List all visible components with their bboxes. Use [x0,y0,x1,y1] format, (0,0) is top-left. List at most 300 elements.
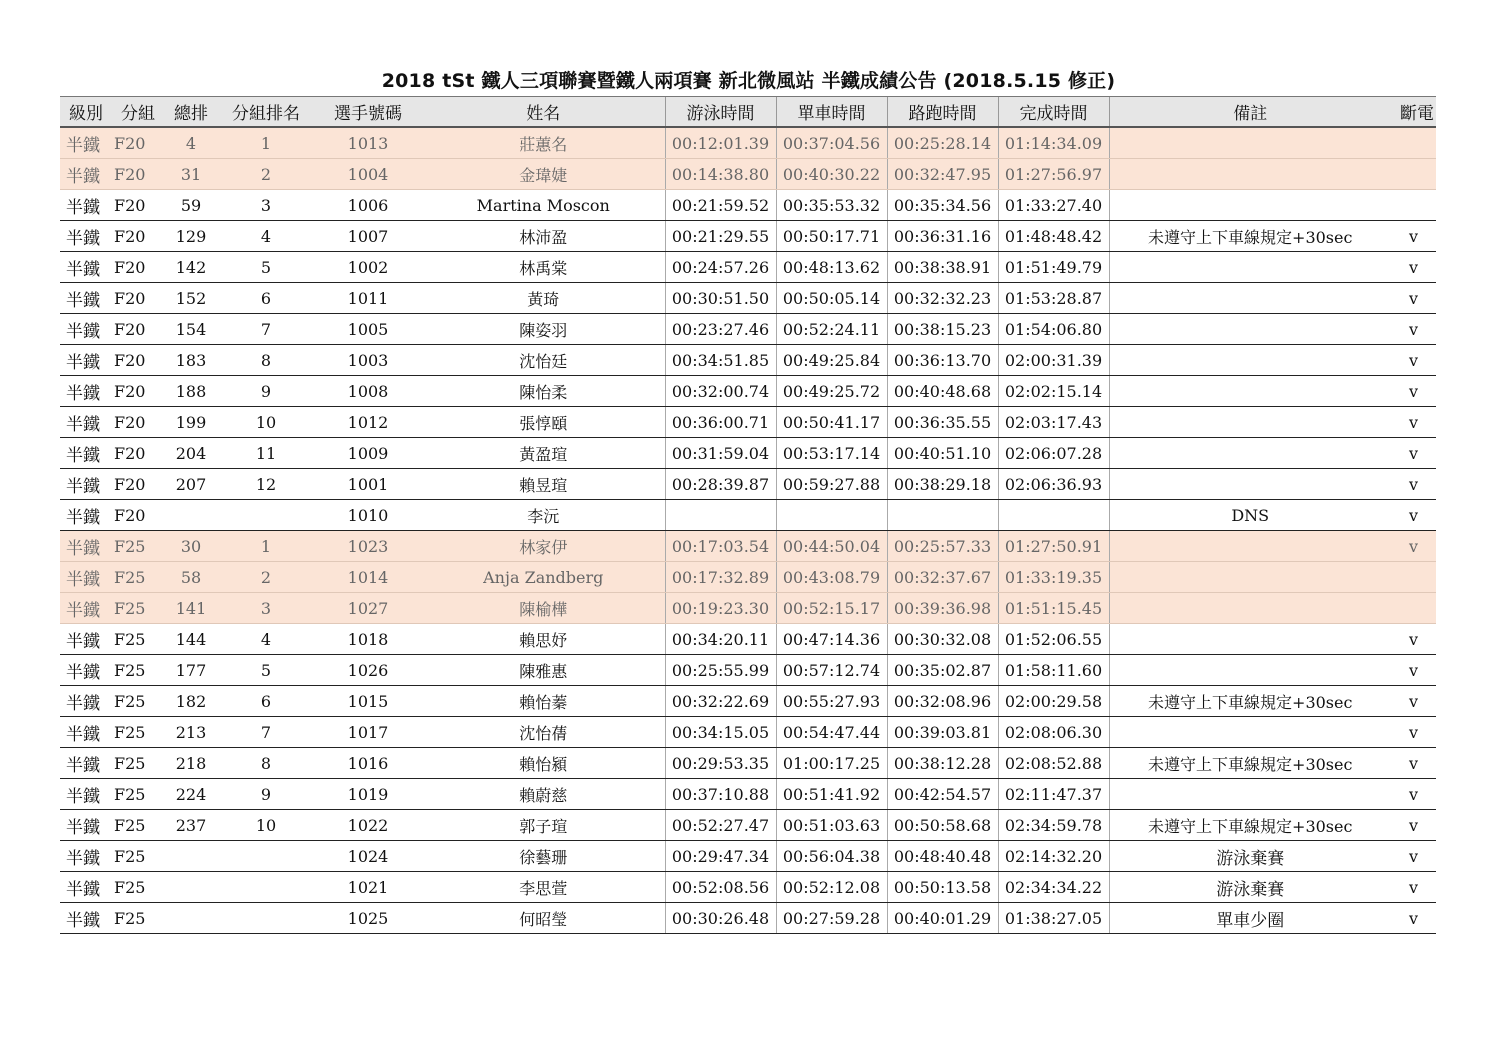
cell-group: F25 [112,841,164,872]
cell-bib: 1010 [314,500,422,531]
header-bike: 單車時間 [776,97,887,128]
cell-run: 00:25:28.14 [887,127,998,159]
cell-run: 00:32:47.95 [887,159,998,190]
cell-bib: 1004 [314,159,422,190]
cell-swim: 00:34:15.05 [665,717,776,748]
cell-overall: 4 [164,127,218,159]
cell-swim: 00:52:08.56 [665,872,776,903]
cell-swim: 00:30:51.50 [665,283,776,314]
table-row [60,593,1436,624]
cell-bike: 00:59:27.88 [776,469,887,500]
cell-overall: 59 [164,190,218,221]
cell-name: Anja Zandberg [422,562,665,593]
cell-swim: 00:32:22.69 [665,686,776,717]
cell-bike: 00:49:25.84 [776,345,887,376]
cell-group-rank: 9 [218,376,314,407]
cell-finish: 02:06:07.28 [998,438,1109,469]
cell-swim: 00:37:10.88 [665,779,776,810]
cell-bike: 00:50:41.17 [776,407,887,438]
cell-group: F20 [112,469,164,500]
cell-group-rank: 2 [218,562,314,593]
table-row [60,190,1436,221]
cell-run: 00:35:02.87 [887,655,998,686]
cell-dc [1391,593,1436,624]
cell-dc: v [1391,903,1436,934]
cell-remark [1109,717,1391,748]
cell-remark [1109,345,1391,376]
cell-group-rank: 10 [218,810,314,841]
cell-swim: 00:30:26.48 [665,903,776,934]
cell-remark [1109,624,1391,655]
cell-dc: v [1391,221,1436,252]
cell-run: 00:38:12.28 [887,748,998,779]
cell-name: 賴怡蓁 [422,686,665,717]
cell-bib: 1003 [314,345,422,376]
cell-bib: 1022 [314,810,422,841]
table-row [60,562,1436,593]
header-level: 級別 [60,97,112,128]
cell-level: 半鐵 [60,903,112,934]
cell-run: 00:48:40.48 [887,841,998,872]
cell-bib: 1026 [314,655,422,686]
cell-overall: 30 [164,531,218,562]
cell-finish: 01:51:15.45 [998,593,1109,624]
cell-swim: 00:23:27.46 [665,314,776,345]
cell-dc: v [1391,686,1436,717]
cell-bib: 1014 [314,562,422,593]
cell-bike: 00:50:05.14 [776,283,887,314]
table-row [60,376,1436,407]
cell-overall: 129 [164,221,218,252]
cell-dc [1391,127,1436,159]
cell-group-rank: 5 [218,252,314,283]
cell-bike: 00:47:14.36 [776,624,887,655]
cell-group: F20 [112,190,164,221]
cell-group: F20 [112,283,164,314]
cell-overall: 204 [164,438,218,469]
cell-overall: 207 [164,469,218,500]
cell-dc [1391,190,1436,221]
cell-level: 半鐵 [60,314,112,345]
cell-bike: 00:52:15.17 [776,593,887,624]
table-row [60,407,1436,438]
cell-name: 陳榆樺 [422,593,665,624]
cell-level: 半鐵 [60,376,112,407]
cell-swim: 00:36:00.71 [665,407,776,438]
cell-bike: 00:49:25.72 [776,376,887,407]
cell-finish: 01:33:27.40 [998,190,1109,221]
cell-dc [1391,562,1436,593]
cell-run: 00:40:51.10 [887,438,998,469]
cell-level: 半鐵 [60,655,112,686]
cell-group-rank [218,841,314,872]
cell-dc: v [1391,314,1436,345]
cell-level: 半鐵 [60,159,112,190]
header-overall: 總排 [164,97,218,128]
cell-run: 00:40:01.29 [887,903,998,934]
cell-finish: 02:34:59.78 [998,810,1109,841]
table-row [60,655,1436,686]
cell-group-rank [218,872,314,903]
cell-run: 00:36:13.70 [887,345,998,376]
cell-group: F25 [112,810,164,841]
header-finish: 完成時間 [998,97,1109,128]
cell-run: 00:38:29.18 [887,469,998,500]
header-dc: 斷電 [1391,97,1436,128]
cell-group-rank: 8 [218,345,314,376]
cell-group-rank: 4 [218,624,314,655]
cell-name: 沈怡廷 [422,345,665,376]
cell-run: 00:50:13.58 [887,872,998,903]
cell-run: 00:32:08.96 [887,686,998,717]
cell-level: 半鐵 [60,686,112,717]
cell-bib: 1027 [314,593,422,624]
cell-name: 黃琦 [422,283,665,314]
cell-dc: v [1391,283,1436,314]
cell-bike: 00:52:24.11 [776,314,887,345]
cell-overall: 141 [164,593,218,624]
cell-group-rank: 7 [218,717,314,748]
table-row [60,345,1436,376]
table-row [60,159,1436,190]
cell-group-rank: 5 [218,655,314,686]
cell-bike: 00:35:53.32 [776,190,887,221]
cell-level: 半鐵 [60,872,112,903]
header-row [60,97,1436,128]
cell-remark [1109,438,1391,469]
table-row [60,252,1436,283]
cell-name: 徐藝珊 [422,841,665,872]
cell-bib: 1005 [314,314,422,345]
table-row [60,624,1436,655]
cell-run: 00:38:38.91 [887,252,998,283]
cell-swim: 00:32:00.74 [665,376,776,407]
cell-group-rank: 2 [218,159,314,190]
cell-remark: 未遵守上下車線規定+30sec [1109,686,1391,717]
cell-finish: 01:54:06.80 [998,314,1109,345]
table-row [60,779,1436,810]
cell-name: 賴怡潁 [422,748,665,779]
cell-dc: v [1391,748,1436,779]
cell-finish: 02:03:17.43 [998,407,1109,438]
cell-overall: 237 [164,810,218,841]
cell-name: 林沛盈 [422,221,665,252]
cell-overall [164,872,218,903]
cell-remark [1109,779,1391,810]
table-row [60,469,1436,500]
cell-overall: 183 [164,345,218,376]
cell-remark: 游泳棄賽 [1109,872,1391,903]
cell-swim: 00:14:38.80 [665,159,776,190]
header-swim: 游泳時間 [665,97,776,128]
cell-run: 00:38:15.23 [887,314,998,345]
cell-finish: 02:34:34.22 [998,872,1109,903]
cell-finish: 01:33:19.35 [998,562,1109,593]
cell-swim: 00:24:57.26 [665,252,776,283]
cell-remark: 未遵守上下車線規定+30sec [1109,810,1391,841]
cell-swim: 00:21:29.55 [665,221,776,252]
cell-finish: 01:27:56.97 [998,159,1109,190]
cell-dc: v [1391,655,1436,686]
cell-dc: v [1391,872,1436,903]
cell-remark: 單車少圈 [1109,903,1391,934]
cell-name: 何昭瑩 [422,903,665,934]
cell-group-rank: 1 [218,127,314,159]
cell-level: 半鐵 [60,190,112,221]
cell-group: F20 [112,221,164,252]
cell-bike: 00:51:03.63 [776,810,887,841]
cell-finish: 02:06:36.93 [998,469,1109,500]
cell-name: 林家伊 [422,531,665,562]
cell-group-rank: 3 [218,190,314,221]
table-row [60,748,1436,779]
cell-bib: 1011 [314,283,422,314]
cell-group: F25 [112,593,164,624]
cell-level: 半鐵 [60,841,112,872]
cell-group: F25 [112,655,164,686]
cell-dc: v [1391,531,1436,562]
header-bib: 選手號碼 [314,97,422,128]
cell-finish: 02:14:32.20 [998,841,1109,872]
table-row [60,438,1436,469]
cell-run: 00:50:58.68 [887,810,998,841]
cell-bib: 1013 [314,127,422,159]
cell-remark [1109,314,1391,345]
cell-group: F25 [112,686,164,717]
cell-run [887,500,998,531]
cell-bike: 00:53:17.14 [776,438,887,469]
cell-name: 賴蔚慈 [422,779,665,810]
cell-remark [1109,283,1391,314]
cell-finish: 02:11:47.37 [998,779,1109,810]
cell-run: 00:42:54.57 [887,779,998,810]
cell-run: 00:35:34.56 [887,190,998,221]
cell-group-rank: 1 [218,531,314,562]
cell-bib: 1016 [314,748,422,779]
cell-bike: 00:48:13.62 [776,252,887,283]
cell-dc: v [1391,500,1436,531]
cell-dc: v [1391,810,1436,841]
cell-name: 陳怡柔 [422,376,665,407]
cell-group: F20 [112,159,164,190]
cell-bib: 1009 [314,438,422,469]
cell-swim: 00:17:32.89 [665,562,776,593]
cell-finish: 02:00:31.39 [998,345,1109,376]
table-row [60,841,1436,872]
cell-run: 00:39:36.98 [887,593,998,624]
cell-dc: v [1391,624,1436,655]
cell-remark [1109,469,1391,500]
cell-swim: 00:19:23.30 [665,593,776,624]
cell-bike [776,500,887,531]
cell-name: 沈怡蒨 [422,717,665,748]
cell-dc: v [1391,438,1436,469]
cell-name: 黃盈瑄 [422,438,665,469]
cell-run: 00:36:31.16 [887,221,998,252]
cell-overall [164,500,218,531]
cell-level: 半鐵 [60,531,112,562]
cell-swim: 00:34:51.85 [665,345,776,376]
cell-overall: 177 [164,655,218,686]
cell-finish: 01:58:11.60 [998,655,1109,686]
cell-remark [1109,407,1391,438]
cell-bib: 1006 [314,190,422,221]
header-group: 分組 [112,97,164,128]
cell-group: F25 [112,717,164,748]
cell-bib: 1021 [314,872,422,903]
cell-bib: 1008 [314,376,422,407]
cell-swim: 00:29:53.35 [665,748,776,779]
header-group-rank: 分組排名 [218,97,314,128]
cell-level: 半鐵 [60,407,112,438]
cell-overall [164,841,218,872]
cell-level: 半鐵 [60,127,112,159]
cell-dc: v [1391,779,1436,810]
cell-group-rank: 6 [218,686,314,717]
cell-level: 半鐵 [60,469,112,500]
cell-dc: v [1391,469,1436,500]
cell-group-rank: 3 [218,593,314,624]
cell-group: F25 [112,531,164,562]
cell-remark [1109,159,1391,190]
cell-swim: 00:31:59.04 [665,438,776,469]
cell-name: 李思萱 [422,872,665,903]
cell-bike: 00:51:41.92 [776,779,887,810]
cell-dc: v [1391,717,1436,748]
cell-bib: 1018 [314,624,422,655]
cell-remark [1109,127,1391,159]
cell-run: 00:30:32.08 [887,624,998,655]
cell-group: F20 [112,376,164,407]
table-row [60,531,1436,562]
cell-bike: 00:44:50.04 [776,531,887,562]
cell-run: 00:39:03.81 [887,717,998,748]
header-name: 姓名 [422,97,665,128]
cell-swim: 00:17:03.54 [665,531,776,562]
cell-group-rank: 9 [218,779,314,810]
cell-level: 半鐵 [60,779,112,810]
cell-overall: 142 [164,252,218,283]
cell-bike: 00:52:12.08 [776,872,887,903]
cell-finish: 01:14:34.09 [998,127,1109,159]
cell-group: F25 [112,779,164,810]
cell-group: F20 [112,438,164,469]
cell-finish: 02:08:52.88 [998,748,1109,779]
cell-remark [1109,593,1391,624]
cell-bike: 00:40:30.22 [776,159,887,190]
cell-bike: 01:00:17.25 [776,748,887,779]
cell-swim [665,500,776,531]
cell-overall: 58 [164,562,218,593]
cell-bib: 1023 [314,531,422,562]
cell-finish: 01:52:06.55 [998,624,1109,655]
results-body [60,127,1436,934]
cell-group-rank: 7 [218,314,314,345]
cell-bib: 1025 [314,903,422,934]
cell-bib: 1015 [314,686,422,717]
cell-bib: 1001 [314,469,422,500]
cell-dc: v [1391,407,1436,438]
cell-group: F20 [112,407,164,438]
cell-overall: 218 [164,748,218,779]
cell-overall: 154 [164,314,218,345]
cell-bike: 00:50:17.71 [776,221,887,252]
cell-level: 半鐵 [60,624,112,655]
cell-level: 半鐵 [60,500,112,531]
cell-run: 00:25:57.33 [887,531,998,562]
cell-finish: 02:08:06.30 [998,717,1109,748]
cell-run: 00:40:48.68 [887,376,998,407]
cell-level: 半鐵 [60,345,112,376]
cell-finish: 01:48:48.42 [998,221,1109,252]
table-row [60,127,1436,159]
cell-overall [164,903,218,934]
cell-swim: 00:25:55.99 [665,655,776,686]
cell-name: 賴昱瑄 [422,469,665,500]
table-row [60,686,1436,717]
cell-dc: v [1391,252,1436,283]
cell-name: 郭子瑄 [422,810,665,841]
cell-name: 陳雅惠 [422,655,665,686]
cell-remark [1109,190,1391,221]
cell-dc: v [1391,841,1436,872]
cell-level: 半鐵 [60,748,112,779]
cell-remark: 未遵守上下車線規定+30sec [1109,748,1391,779]
cell-bib: 1012 [314,407,422,438]
cell-dc: v [1391,345,1436,376]
cell-group-rank [218,903,314,934]
cell-group: F20 [112,345,164,376]
cell-overall: 31 [164,159,218,190]
cell-bike: 00:54:47.44 [776,717,887,748]
cell-group-rank: 4 [218,221,314,252]
cell-remark: DNS [1109,500,1391,531]
cell-finish: 02:00:29.58 [998,686,1109,717]
cell-dc: v [1391,376,1436,407]
header-run: 路跑時間 [887,97,998,128]
cell-swim: 00:52:27.47 [665,810,776,841]
cell-group: F25 [112,903,164,934]
cell-run: 00:32:32.23 [887,283,998,314]
cell-group: F25 [112,748,164,779]
cell-group-rank: 12 [218,469,314,500]
cell-finish: 02:02:15.14 [998,376,1109,407]
cell-swim: 00:34:20.11 [665,624,776,655]
cell-group-rank: 8 [218,748,314,779]
cell-level: 半鐵 [60,252,112,283]
cell-finish: 01:51:49.79 [998,252,1109,283]
cell-overall: 152 [164,283,218,314]
cell-bib: 1024 [314,841,422,872]
cell-dc [1391,159,1436,190]
cell-name: Martina Moscon [422,190,665,221]
cell-name: 林禹棠 [422,252,665,283]
cell-group-rank: 11 [218,438,314,469]
cell-level: 半鐵 [60,438,112,469]
cell-finish: 01:27:50.91 [998,531,1109,562]
cell-remark [1109,376,1391,407]
page-title: 2018 tSt 鐵人三項聯賽暨鐵人兩項賽 新北微風站 半鐵成績公告 (2018.5.15 修正) [381,70,1116,92]
cell-group: F20 [112,500,164,531]
cell-name: 張惇頤 [422,407,665,438]
cell-swim: 00:29:47.34 [665,841,776,872]
cell-name: 李沅 [422,500,665,531]
header-remark: 備註 [1109,97,1391,128]
cell-overall: 144 [164,624,218,655]
table-row [60,717,1436,748]
cell-bib: 1017 [314,717,422,748]
cell-bike: 00:37:04.56 [776,127,887,159]
